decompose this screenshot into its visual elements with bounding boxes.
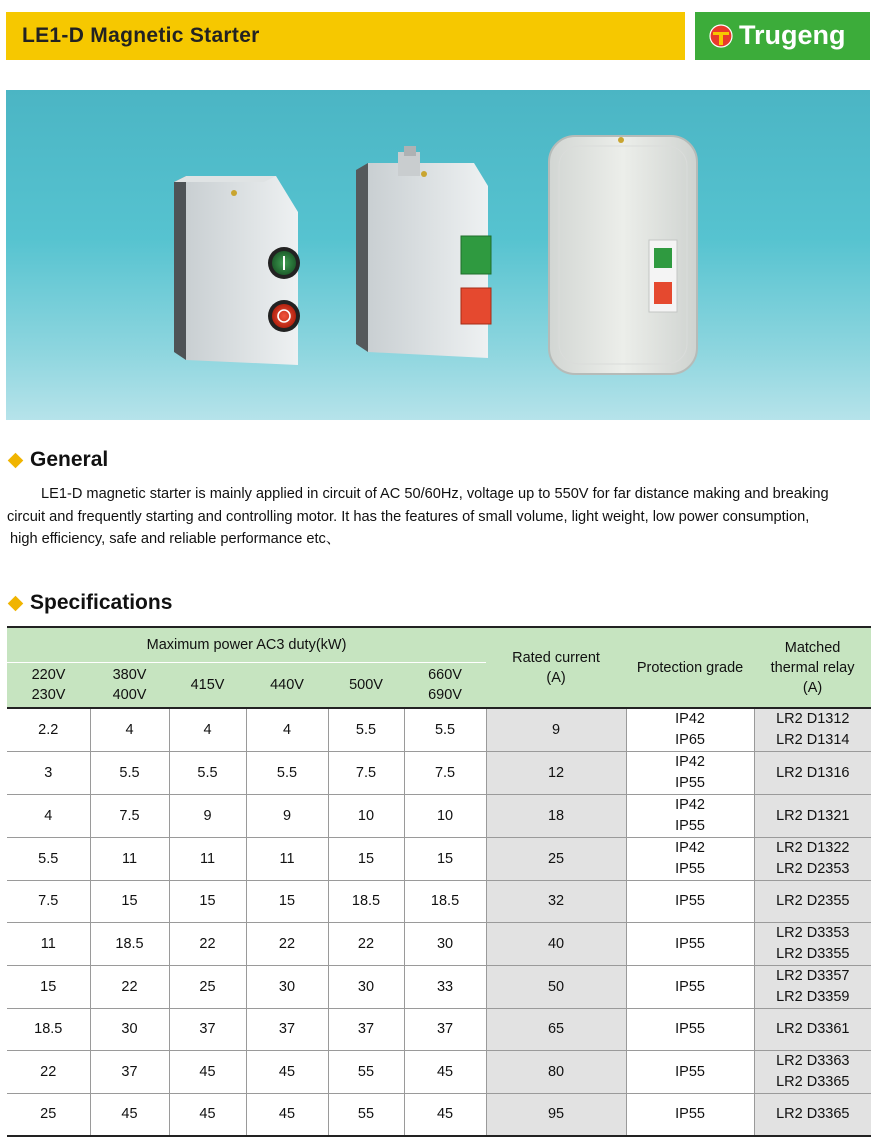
general-line-1: LE1-D magnetic starter is mainly applied in circuit of AC 50/60Hz, voltage up to 550V for far distance making and breaking: [41, 486, 829, 502]
power-cell: 4: [246, 708, 328, 752]
table-row: [7, 923, 871, 966]
thermal-relay-cell: [754, 966, 871, 1009]
rated-current-cell: 12: [486, 752, 626, 795]
general-line-3: high efficiency, safe and reliable performance etc、: [10, 531, 341, 547]
voltage-label: 690V: [428, 687, 462, 703]
rated-current-cell: 95: [486, 1094, 626, 1137]
power-cell: 18.5: [90, 923, 169, 966]
power-cell: 18.5: [7, 1009, 90, 1051]
thermal-relay-cell: [754, 752, 871, 795]
power-cell: 15: [169, 881, 246, 923]
power-cell: 7.5: [90, 795, 169, 838]
power-cell: 45: [404, 1094, 486, 1137]
page-title: LE1-D Magnetic Starter: [22, 24, 260, 47]
rated-current-cell: 65: [486, 1009, 626, 1051]
trugeng-logo-icon: [709, 24, 733, 48]
header-voltage: [328, 663, 404, 709]
relay-value: LR2 D1321: [776, 807, 850, 824]
table-row: [7, 795, 871, 838]
power-cell: 25: [7, 1094, 90, 1137]
table-row: [7, 1009, 871, 1051]
header-max-power: Maximum power AC3 duty(kW): [7, 627, 486, 663]
power-cell: 22: [328, 923, 404, 966]
header-voltage: [404, 663, 486, 709]
power-cell: 5.5: [7, 838, 90, 881]
protection-value: IP42: [675, 754, 705, 770]
protection-grade-cell: [626, 881, 754, 923]
protection-value: IP55: [675, 978, 705, 995]
power-cell: 3: [7, 752, 90, 795]
relay-value: LR2 D1312: [776, 711, 850, 727]
power-cell: 55: [328, 1051, 404, 1094]
thermal-relay-cell: [754, 1051, 871, 1094]
protection-grade-cell: [626, 966, 754, 1009]
protection-value: IP55: [675, 818, 705, 834]
power-cell: 11: [169, 838, 246, 881]
relay-value: LR2 D2355: [776, 893, 850, 909]
power-cell: 10: [404, 795, 486, 838]
rated-current-cell: 80: [486, 1051, 626, 1094]
power-cell: 11: [90, 838, 169, 881]
power-cell: 37: [328, 1009, 404, 1051]
voltage-label: 440V: [270, 677, 304, 693]
voltage-label: 220V: [31, 667, 66, 683]
header-rated-current: [486, 627, 626, 708]
power-cell: 4: [90, 708, 169, 752]
relay-value: LR2 D1316: [776, 764, 850, 781]
power-cell: 2.2: [7, 708, 90, 752]
brand-name: Trugeng: [739, 20, 846, 50]
relay-value: LR2 D2353: [776, 861, 850, 877]
rated-current-cell: 40: [486, 923, 626, 966]
power-cell: 10: [328, 795, 404, 838]
thermal-relay-cell: [754, 1009, 871, 1051]
header-line: Rated current: [512, 649, 600, 666]
power-cell: 45: [246, 1051, 328, 1094]
relay-value: LR2 D3365: [776, 1106, 850, 1122]
diamond-bullet-icon: [8, 595, 24, 611]
general-heading: [8, 448, 108, 472]
thermal-relay-cell: [754, 708, 871, 752]
table-row: [7, 966, 871, 1009]
table-header-row: [7, 627, 871, 663]
table-row: [7, 752, 871, 795]
header-line: (A): [802, 679, 823, 696]
power-cell: 15: [404, 838, 486, 881]
power-cell: 4: [7, 795, 90, 838]
power-cell: 45: [169, 1051, 246, 1094]
specifications-table: [7, 626, 871, 1137]
power-cell: 30: [328, 966, 404, 1009]
header-voltage: [169, 663, 246, 709]
rated-current-cell: 18: [486, 795, 626, 838]
header-voltage: [90, 663, 169, 709]
thermal-relay-cell: [754, 1094, 871, 1137]
relay-value: LR2 D1322: [776, 840, 850, 856]
voltage-label: 500V: [349, 677, 383, 693]
protection-grade-cell: [626, 752, 754, 795]
rated-current-cell: 25: [486, 838, 626, 881]
header-voltage: [7, 663, 90, 709]
power-cell: 45: [90, 1094, 169, 1137]
relay-value: LR2 D3355: [776, 946, 850, 962]
power-cell: 5.5: [246, 752, 328, 795]
power-cell: 30: [90, 1009, 169, 1051]
protection-value: IP55: [675, 1106, 705, 1122]
power-cell: 15: [328, 838, 404, 881]
voltage-label: 230V: [31, 687, 66, 703]
voltage-label: 380V: [112, 667, 147, 683]
relay-value: LR2 D3359: [776, 989, 850, 1005]
power-cell: 7.5: [7, 881, 90, 923]
table-row: [7, 1051, 871, 1094]
power-cell: 45: [169, 1094, 246, 1137]
power-cell: 37: [404, 1009, 486, 1051]
protection-value: IP55: [675, 861, 705, 877]
power-cell: 7.5: [328, 752, 404, 795]
power-cell: 37: [169, 1009, 246, 1051]
power-cell: 18.5: [404, 881, 486, 923]
power-cell: 30: [246, 966, 328, 1009]
thermal-relay-cell: [754, 795, 871, 838]
voltage-label: 400V: [112, 687, 147, 703]
general-description: [7, 483, 873, 551]
power-cell: 15: [90, 881, 169, 923]
power-cell: 9: [246, 795, 328, 838]
header-protection-grade: [626, 627, 754, 708]
protection-grade-cell: [626, 1051, 754, 1094]
rated-current-cell: 50: [486, 966, 626, 1009]
power-cell: 5.5: [169, 752, 246, 795]
starter-large: [549, 136, 697, 374]
protection-value: IP55: [675, 935, 705, 952]
power-cell: 15: [7, 966, 90, 1009]
header-line: thermal relay: [770, 659, 855, 676]
table-row: [7, 708, 871, 752]
voltage-label: 660V: [428, 667, 462, 683]
table-row: [7, 838, 871, 881]
relay-value: LR2 D3357: [776, 968, 850, 984]
power-cell: 45: [404, 1051, 486, 1094]
power-cell: 7.5: [404, 752, 486, 795]
power-cell: 5.5: [328, 708, 404, 752]
power-cell: 33: [404, 966, 486, 1009]
table-row: [7, 1094, 871, 1137]
power-cell: 55: [328, 1094, 404, 1137]
starter-illustration: [6, 90, 870, 420]
power-cell: 11: [7, 923, 90, 966]
table-row: [7, 881, 871, 923]
power-cell: 15: [246, 881, 328, 923]
brand-bar: [695, 12, 870, 60]
power-cell: 25: [169, 966, 246, 1009]
header-line: Protection grade: [636, 659, 744, 676]
specifications-title: Specifications: [30, 591, 173, 614]
protection-value: IP55: [675, 775, 705, 791]
protection-value: IP42: [675, 711, 705, 727]
diamond-bullet-icon: [8, 452, 24, 468]
title-bar: [6, 12, 685, 60]
header-thermal-relay: [754, 627, 871, 708]
protection-grade-cell: [626, 708, 754, 752]
power-cell: 45: [246, 1094, 328, 1137]
power-cell: 22: [7, 1051, 90, 1094]
relay-value: LR2 D3363: [776, 1053, 850, 1069]
protection-value: IP55: [675, 893, 705, 909]
rated-current-cell: 9: [486, 708, 626, 752]
general-line-2: circuit and frequently starting and controlling motor. It has the features of small volume, light weight, low power consumption,: [7, 508, 810, 525]
power-cell: 5.5: [404, 708, 486, 752]
power-cell: 37: [90, 1051, 169, 1094]
power-cell: 18.5: [328, 881, 404, 923]
protection-value: IP65: [675, 732, 705, 748]
power-cell: 22: [169, 923, 246, 966]
starter-medium: [356, 146, 491, 358]
protection-grade-cell: [626, 1094, 754, 1137]
protection-grade-cell: [626, 795, 754, 838]
general-title: General: [30, 448, 109, 471]
relay-value: LR2 D3365: [776, 1074, 850, 1090]
thermal-relay-cell: [754, 838, 871, 881]
thermal-relay-cell: [754, 923, 871, 966]
header-line: Matched: [784, 639, 841, 656]
power-cell: 37: [246, 1009, 328, 1051]
rated-current-cell: 32: [486, 881, 626, 923]
product-photo: [6, 90, 870, 420]
thermal-relay-cell: [754, 881, 871, 923]
relay-value: LR2 D3353: [776, 925, 850, 941]
relay-value: LR2 D1314: [776, 732, 850, 748]
protection-grade-cell: [626, 838, 754, 881]
starter-small: [174, 176, 300, 365]
power-cell: 11: [246, 838, 328, 881]
power-cell: 9: [169, 795, 246, 838]
protection-value: IP42: [675, 840, 705, 856]
protection-grade-cell: [626, 923, 754, 966]
voltage-label: 415V: [190, 677, 225, 693]
power-cell: 30: [404, 923, 486, 966]
protection-value: IP55: [675, 1021, 705, 1037]
specifications-heading: [8, 591, 172, 615]
power-cell: 5.5: [90, 752, 169, 795]
power-cell: 4: [169, 708, 246, 752]
power-cell: 22: [90, 966, 169, 1009]
protection-grade-cell: [626, 1009, 754, 1051]
header-voltage: [246, 663, 328, 709]
header-line: (A): [546, 669, 566, 686]
power-cell: 22: [246, 923, 328, 966]
relay-value: LR2 D3361: [776, 1021, 850, 1037]
protection-value: IP55: [675, 1063, 705, 1080]
protection-value: IP42: [675, 797, 705, 813]
